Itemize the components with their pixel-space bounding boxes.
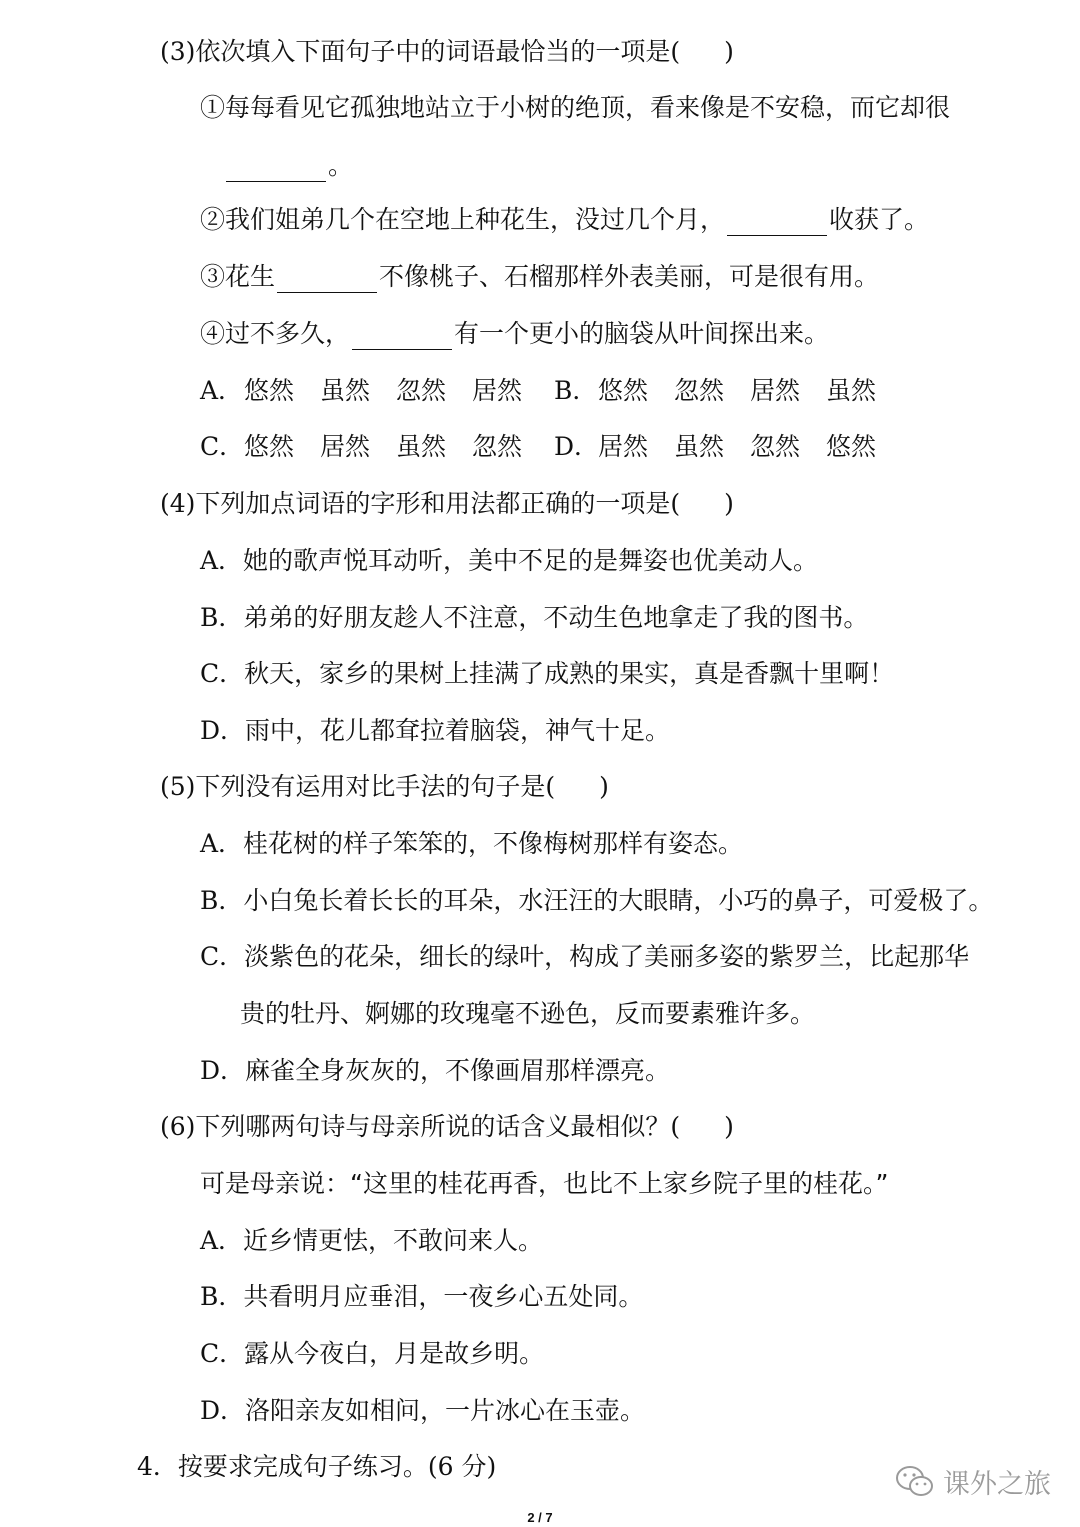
q3-sentence-3: ③花生 不像桃子、石榴那样外表美丽，可是很有用。 <box>200 262 880 291</box>
q5-option-c-cont: 贵的牡丹、婀娜的玫瑰毫不逊色，反而要素雅许多。 <box>240 999 816 1028</box>
watermark-text: 课外之旅 <box>943 1469 1051 1500</box>
q4-option-d[interactable]: D．雨中，花儿都耷拉着脑袋，神气十足。 <box>200 716 671 745</box>
q6-option-a[interactable]: A．近乡情更怯，不敢问来人。 <box>200 1226 544 1255</box>
q5-option-b[interactable]: B．小白兔长着长长的耳朵，水汪汪的大眼睛，小巧的鼻子，可爱极了。 <box>200 886 994 915</box>
answer-blank[interactable] <box>352 325 452 350</box>
q6-option-c[interactable]: C．露从今夜白，月是故乡明。 <box>200 1339 545 1368</box>
q4-stem: (4)下列加点词语的字形和用法都正确的一项是( ) <box>160 489 734 518</box>
q3-option-d[interactable]: D．居然 虽然 忽然 悠然 <box>553 432 876 461</box>
watermark <box>895 1462 1051 1501</box>
q5-stem: (5)下列没有运用对比手法的句子是( ) <box>160 772 609 801</box>
q3-sentence-1-cont: 。 <box>200 150 353 182</box>
q3-option-a[interactable]: A．悠然 虽然 忽然 居然 <box>200 376 523 405</box>
section-4-heading: 4．按要求完成句子练习。(6 分) <box>137 1452 497 1481</box>
q4-option-c[interactable]: C．秋天，家乡的果树上挂满了成熟的果实，真是香飘十里啊！ <box>200 659 895 688</box>
answer-blank[interactable] <box>277 268 377 293</box>
q3-option-c[interactable]: C．悠然 居然 虽然 忽然 <box>200 432 523 461</box>
q3-options-ab <box>200 375 876 407</box>
q3-sentence-1: ①每每看见它孤独地站立于小树的绝顶，看来像是不安稳，而它却很 <box>200 93 951 122</box>
q6-stem: (6)下列哪两句诗与母亲所说的话含义最相似？( ) <box>160 1112 734 1141</box>
answer-blank[interactable] <box>226 157 326 182</box>
q5-option-d[interactable]: D．麻雀全身灰灰的，不像画眉那样漂亮。 <box>200 1056 671 1085</box>
q3-option-b[interactable]: B．悠然 忽然 居然 虽然 <box>553 376 876 405</box>
answer-blank[interactable] <box>727 211 827 236</box>
q3-sentence-2: ②我们姐弟几个在空地上种花生，没过几个月， 收获了。 <box>200 205 930 234</box>
q6-quote: 可是母亲说：“这里的桂花再香，也比不上家乡院子里的桂花。” <box>200 1169 889 1198</box>
q4-option-b[interactable]: B．弟弟的好朋友趁人不注意，不动生色地拿走了我的图书。 <box>200 603 869 632</box>
q3-stem: (3)依次填入下面句子中的词语最恰当的一项是( ) <box>160 37 734 66</box>
q6-option-b[interactable]: B．共看明月应垂泪，一夜乡心五处同。 <box>200 1282 644 1311</box>
q6-option-d[interactable]: D．洛阳亲友如相问，一片冰心在玉壶。 <box>200 1396 646 1425</box>
q5-option-c[interactable]: C．淡紫色的花朵，细长的绿叶，构成了美丽多姿的紫罗兰，比起那华 <box>200 942 970 971</box>
q3-options-cd <box>200 431 876 463</box>
q3-sentence-4: ④过不多久， 有一个更小的脑袋从叶间探出来。 <box>200 319 830 348</box>
q4-option-a[interactable]: A．她的歌声悦耳动听，美中不足的是舞姿也优美动人。 <box>200 546 819 575</box>
wechat-icon <box>895 1465 935 1499</box>
page-number: 2 / 7 <box>527 1510 553 1525</box>
q5-option-a[interactable]: A．桂花树的样子笨笨的，不像梅树那样有姿态。 <box>200 829 744 858</box>
